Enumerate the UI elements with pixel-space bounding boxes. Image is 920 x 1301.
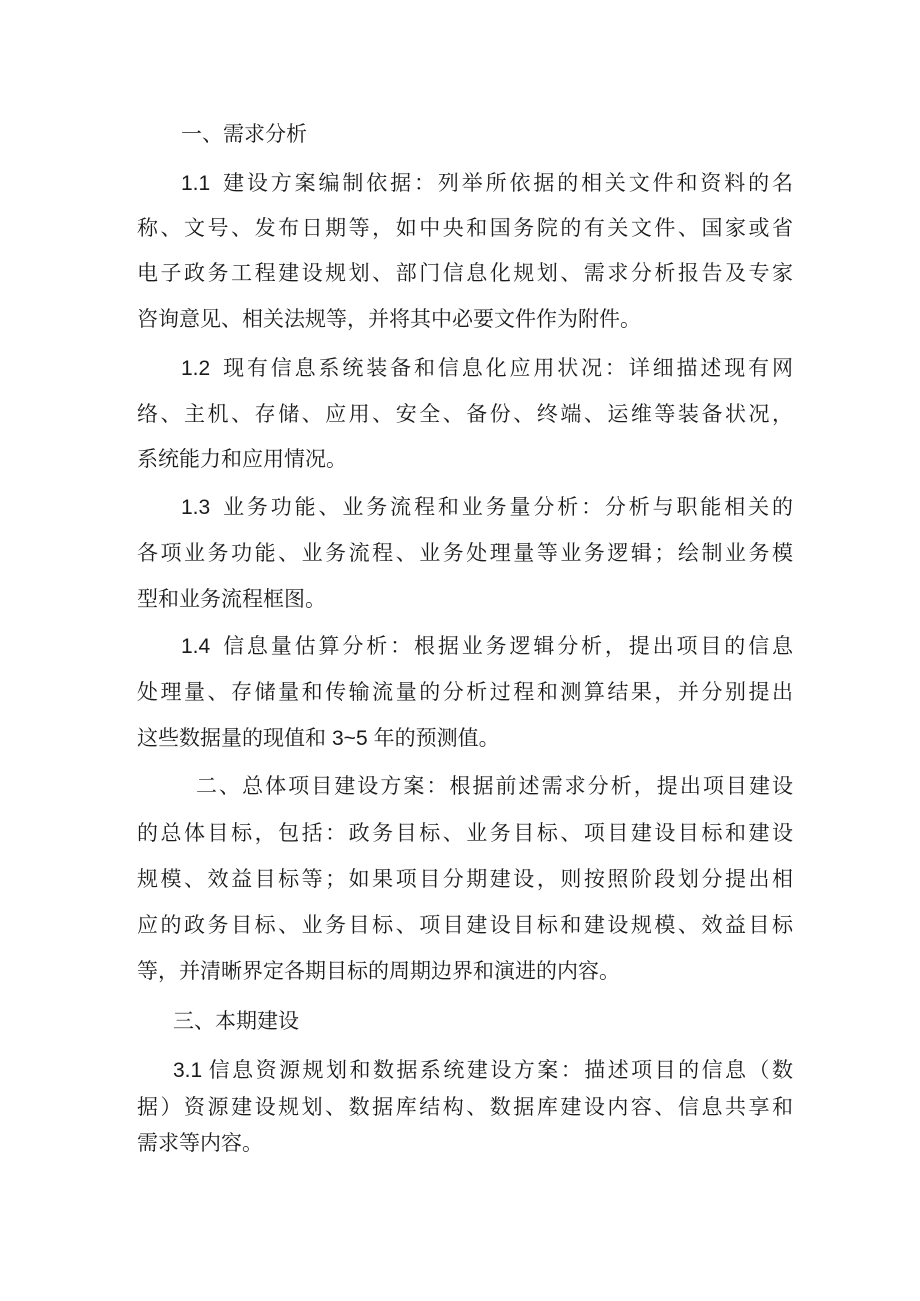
section-1-heading: 一、需求分析 — [181, 122, 307, 146]
paragraph-3-1-line-2: 据）资源建设规划、数据库结构、数据库建设内容、信息共享和 — [137, 1095, 793, 1119]
section-number-1-4: 1.4 — [181, 635, 211, 658]
section-number-3-1: 3.1 — [173, 1059, 203, 1082]
section-2-line-1: 二、总体项目建设方案：根据前述需求分析，提出项目建设 — [196, 774, 793, 798]
paragraph-1-3-line-1 — [181, 492, 793, 522]
section-2-line-2: 的总体目标，包括：政务目标、业务目标、项目建设目标和建设 — [137, 821, 793, 845]
forecast-years: 3~5 — [332, 727, 368, 750]
section-2-line-3: 规模、效益目标等；如果项目分期建设，则按照阶段划分提出相 — [137, 867, 793, 891]
paragraph-1-4-text-3b: 年的预测值。 — [373, 726, 500, 750]
section-number-1-3: 1.3 — [181, 496, 211, 519]
section-2-line-4: 应的政务目标、业务目标、项目建设目标和建设规模、效益目标 — [137, 913, 793, 937]
paragraph-1-4-line-3 — [137, 723, 793, 753]
paragraph-1-4-line-1 — [181, 631, 793, 661]
paragraph-3-1-line-1 — [173, 1055, 793, 1085]
paragraph-3-1-line-3: 需求等内容。 — [137, 1131, 263, 1155]
section-3-heading: 三、本期建设 — [173, 1009, 299, 1033]
paragraph-1-2-line-2: 络、主机、存储、应用、安全、备份、终端、运维等装备状况， — [137, 402, 793, 426]
paragraph-1-1-text-1: 建设方案编制依据：列举所依据的相关文件和资料的名 — [220, 171, 793, 195]
section-2-line-5: 等，并清晰界定各期目标的周期边界和演进的内容。 — [137, 959, 620, 983]
section-number-1-1: 1.1 — [181, 172, 211, 195]
paragraph-1-2-line-1 — [181, 353, 793, 383]
paragraph-1-3-line-2: 各项业务功能、业务流程、业务处理量等业务逻辑；绘制业务模 — [137, 541, 793, 565]
paragraph-3-1-text-1: 信息资源规划和数据系统建设方案：描述项目的信息（数 — [206, 1058, 793, 1082]
paragraph-1-4-text-3a: 这些数据量的现值和 — [137, 726, 326, 750]
paragraph-1-1-line-2: 称、文号、发布日期等，如中央和国务院的有关文件、国家或省 — [137, 216, 793, 240]
paragraph-1-2-text-1: 现有信息系统装备和信息化应用状况：详细描述现有网 — [220, 356, 793, 380]
paragraph-1-4-line-2: 处理量、存储量和传输流量的分析过程和测算结果，并分别提出 — [137, 680, 793, 704]
section-number-1-2: 1.2 — [181, 357, 211, 380]
paragraph-1-1-line-3: 电子政务工程建设规划、部门信息化规划、需求分析报告及专家 — [137, 261, 793, 285]
paragraph-1-1-line-4: 咨询意见、相关法规等，并将其中必要文件作为附件。 — [137, 307, 641, 331]
paragraph-1-2-line-3: 系统能力和应用情况。 — [137, 447, 347, 471]
paragraph-1-3-line-3: 型和业务流程框图。 — [137, 587, 326, 611]
paragraph-1-3-text-1: 业务功能、业务流程和业务量分析：分析与职能相关的 — [220, 495, 793, 519]
paragraph-1-1-line-1 — [181, 168, 793, 198]
paragraph-1-4-text-1: 信息量估算分析：根据业务逻辑分析，提出项目的信息 — [220, 634, 793, 658]
